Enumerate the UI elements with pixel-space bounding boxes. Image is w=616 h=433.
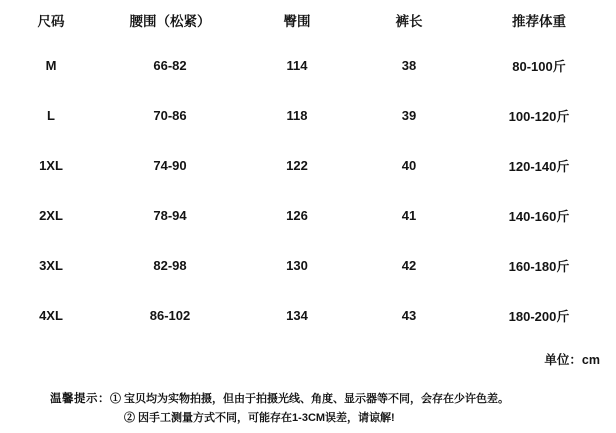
unit-label: 单位： [544, 353, 582, 367]
cell-waist: 66-82 [153, 57, 187, 73]
table-row [0, 290, 616, 340]
cell-hip: 122 [286, 157, 308, 173]
unit-value: cm [581, 353, 600, 367]
cell-weight: 180-200斤 [508, 308, 570, 324]
cell-size: M [45, 57, 57, 73]
cell-weight: 100-120斤 [508, 108, 570, 124]
cell-size: 4XL [39, 307, 63, 323]
cell-hip: 114 [286, 57, 308, 73]
table-row [0, 190, 616, 240]
cell-waist: 74-90 [153, 157, 187, 173]
cell-hip: 134 [286, 307, 308, 323]
cell-waist: 86-102 [149, 307, 191, 323]
cell-waist: 78-94 [153, 207, 187, 223]
table-header-row [0, 0, 616, 40]
unit-note [0, 350, 616, 368]
cell-length: 42 [401, 257, 417, 273]
cell-length: 38 [401, 57, 417, 73]
cell-weight: 120-140斤 [508, 158, 570, 174]
column-header-waist: 腰围（松紧） [129, 14, 211, 29]
cell-weight: 80-100斤 [512, 58, 566, 74]
cell-weight: 160-180斤 [508, 258, 570, 274]
cell-hip: 118 [286, 107, 308, 123]
cell-waist: 70-86 [153, 107, 187, 123]
cell-hip: 126 [286, 207, 308, 223]
column-header-length: 裤长 [395, 14, 423, 29]
cell-size: L [47, 107, 55, 123]
cell-size: 2XL [39, 207, 63, 223]
table-row [0, 90, 616, 140]
cell-waist: 82-98 [153, 257, 187, 273]
tips-line-1: ① 宝贝均为实物拍摄，但由于拍摄光线、角度、显示器等不同，会存在少许色差。 [110, 393, 510, 405]
tips-title: 温馨提示： [50, 393, 110, 405]
cell-length: 43 [401, 307, 417, 323]
table-row [0, 140, 616, 190]
tips-line-2: ② 因手工测量方式不同，可能存在1-3CM误差，请谅解! [124, 411, 395, 424]
cell-length: 39 [401, 107, 417, 123]
cell-length: 41 [401, 207, 417, 223]
column-header-hip: 臀围 [283, 14, 311, 29]
cell-size: 1XL [39, 157, 63, 173]
tips-section [0, 390, 616, 427]
column-header-weight: 推荐体重 [512, 14, 566, 29]
cell-length: 40 [401, 157, 417, 173]
cell-hip: 130 [286, 257, 308, 273]
table-row [0, 240, 616, 290]
table-row [0, 40, 616, 90]
column-header-size: 尺码 [37, 14, 65, 29]
cell-size: 3XL [39, 257, 63, 273]
cell-weight: 140-160斤 [508, 208, 570, 224]
